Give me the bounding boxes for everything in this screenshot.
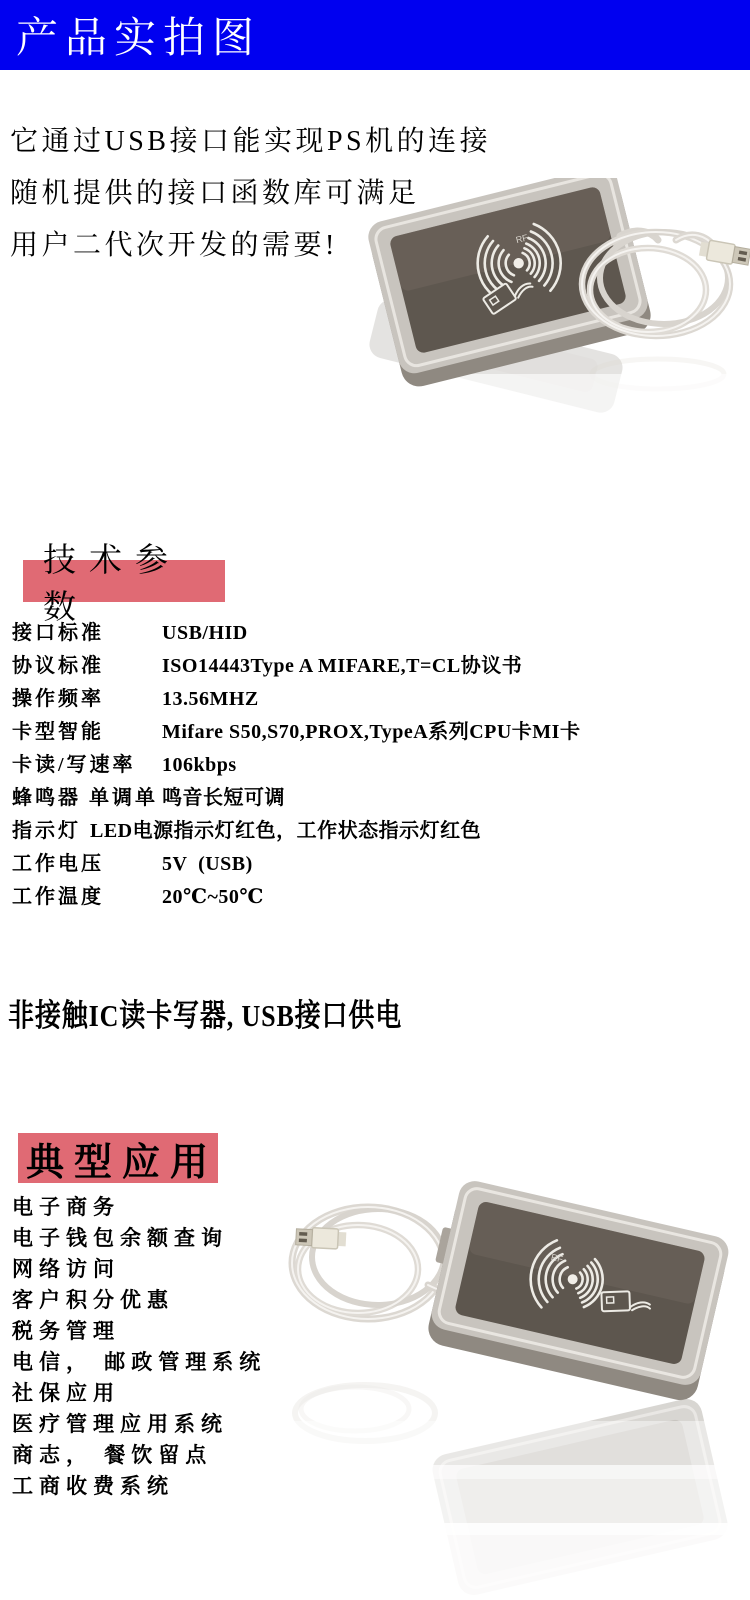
- app-item: 税务管理: [12, 1319, 120, 1343]
- spec-value: USB/HID: [162, 622, 248, 644]
- usb-connector-top: [698, 239, 750, 267]
- reader-photo-top-svg: [358, 178, 750, 413]
- spec-value: Mifare S50,S70,PROX,TypeA系列CPU卡MI卡: [162, 721, 581, 743]
- tech-params-heading: [23, 543, 225, 626]
- spec-value: 5V (USB): [162, 853, 253, 875]
- spec-row: [12, 683, 738, 716]
- spec-value: 13.56MHZ: [162, 688, 259, 710]
- intro-line-1: 它通过USB接口能实现PS机的连接: [10, 126, 492, 157]
- spec-value: 20℃~50℃: [162, 886, 264, 908]
- app-item: 电信， 邮政管理系统: [12, 1350, 267, 1374]
- intro-line-3: 用户二代次开发的需要!: [10, 230, 338, 261]
- spec-label: 操作频率: [12, 688, 104, 710]
- apps-heading: [18, 1133, 218, 1183]
- spec-row: [12, 617, 738, 650]
- apps-heading-text: 典型应用: [26, 1141, 219, 1184]
- rf-label-top: RF: [514, 232, 529, 246]
- app-item: 电子商务: [12, 1195, 120, 1219]
- spec-row: [12, 650, 738, 683]
- spec-label: 工作电压: [12, 853, 104, 875]
- intro-line-2: 随机提供的接口函数库可满足: [10, 178, 420, 209]
- app-item: 电子钱包余额查询: [12, 1226, 228, 1250]
- spec-row: [12, 716, 738, 749]
- app-item: 客户积分优惠: [12, 1288, 174, 1312]
- product-note: 非接触IC读卡写器, USB接口供电: [8, 998, 403, 1033]
- spec-label: 工作温度: [12, 886, 104, 908]
- apps-list: [12, 1192, 266, 1502]
- spec-row: [12, 782, 738, 815]
- app-item: 网络访问: [12, 1257, 120, 1281]
- reflection-fade-3: [250, 1523, 750, 1600]
- product-photo-top: [358, 178, 750, 413]
- spec-value: ISO14443Type A MIFARE,T=CL协议书: [162, 655, 523, 677]
- spec-label: 卡读/写速率: [12, 754, 136, 776]
- spec-value: 鸣音长短可调: [162, 787, 285, 809]
- spec-value: 106kbps: [162, 754, 237, 776]
- section-banner-product-photos: [0, 0, 750, 70]
- spec-row: [12, 815, 738, 848]
- reader-photo-bottom-svg: [250, 1165, 750, 1600]
- app-item: 医疗管理应用系统: [12, 1412, 228, 1436]
- app-item: 工商收费系统: [12, 1474, 174, 1498]
- spec-row: [12, 749, 738, 782]
- app-item: 商志， 餐饮留点: [12, 1443, 213, 1467]
- spec-label: 协议标准: [12, 655, 104, 677]
- spec-table: [12, 617, 738, 914]
- page-title: 产品实拍图: [16, 16, 262, 62]
- spec-row: [12, 848, 738, 881]
- reader-device-bottom: [417, 1176, 732, 1404]
- app-item: 社保应用: [12, 1381, 120, 1405]
- spec-value: LED电源指示灯红色，工作状态指示灯红色: [90, 820, 482, 842]
- spec-label: 蜂鸣器 单调单: [12, 787, 158, 809]
- product-photo-bottom: [250, 1165, 750, 1600]
- spec-row: [12, 881, 738, 914]
- rf-label-bottom: RF: [550, 1251, 564, 1265]
- tech-params-heading-text: 技术参数: [43, 543, 181, 626]
- spec-label: 卡型智能: [12, 721, 104, 743]
- spec-label: 接口标准: [12, 622, 104, 644]
- spec-label: 指示灯: [12, 820, 81, 842]
